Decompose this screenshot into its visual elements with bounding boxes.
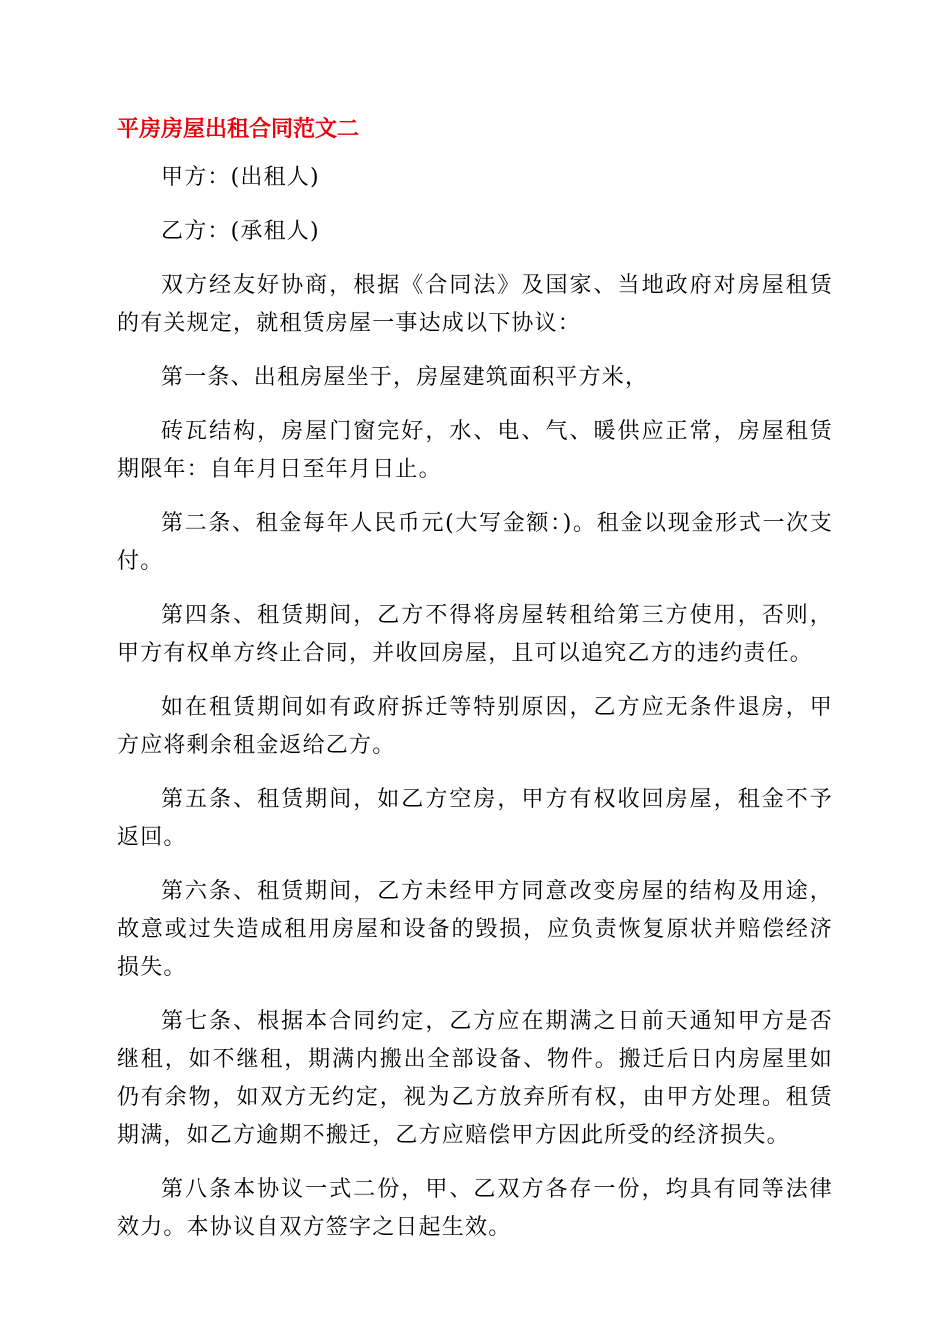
paragraph-preamble: 双方经友好协商，根据《合同法》及国家、当地政府对房屋租赁的有关规定，就租赁房屋一事达成以下协议： xyxy=(117,273,833,336)
document-body xyxy=(117,112,833,1263)
paragraph-article-6: 第六条、租赁期间，乙方未经甲方同意改变房屋的结构及用途，故意或过失造成租用房屋和设备的毁损，应负责恢复原状并赔偿经济损失。 xyxy=(117,879,833,980)
paragraph-structure-term: 砖瓦结构，房屋门窗完好，水、电、气、暖供应正常，房屋租赁期限年：自年月日至年月日止。 xyxy=(117,419,833,482)
document-title: 平房房屋出租合同范文二 xyxy=(117,117,360,142)
paragraph-demolition: 如在租赁期间如有政府拆迁等特别原因，乙方应无条件退房，甲方应将剩余租金返给乙方。 xyxy=(117,695,833,758)
paragraph-article-7: 第七条、根据本合同约定，乙方应在期满之日前天通知甲方是否继租，如不继租，期满内搬出全部设备、物件。搬迁后日内房屋里如仍有余物，如双方无约定，视为乙方放弃所有权，由甲方处理。租赁期满，如乙方逾期不搬迁，乙方应赔偿甲方因此所受的经济损失。 xyxy=(117,1009,833,1148)
paragraph-party-b: 乙方：(承租人) xyxy=(161,219,320,244)
paragraph-article-1: 第一条、出租房屋坐于，房屋建筑面积平方米， xyxy=(161,365,649,390)
paragraph-article-2: 第二条、租金每年人民币元(大写金额：)。租金以现金形式一次支付。 xyxy=(117,511,833,574)
paragraph-party-a: 甲方：(出租人) xyxy=(161,165,320,190)
paragraph-article-5: 第五条、租赁期间，如乙方空房，甲方有权收回房屋，租金不予返回。 xyxy=(117,787,833,850)
paragraph-article-8: 第八条本协议一式二份，甲、乙双方各存一份，均具有同等法律效力。本协议自双方签字之日起生效。 xyxy=(117,1177,833,1240)
paragraph-article-4: 第四条、租赁期间，乙方不得将房屋转租给第三方使用，否则，甲方有权单方终止合同，并收回房屋，且可以追究乙方的违约责任。 xyxy=(117,603,833,666)
